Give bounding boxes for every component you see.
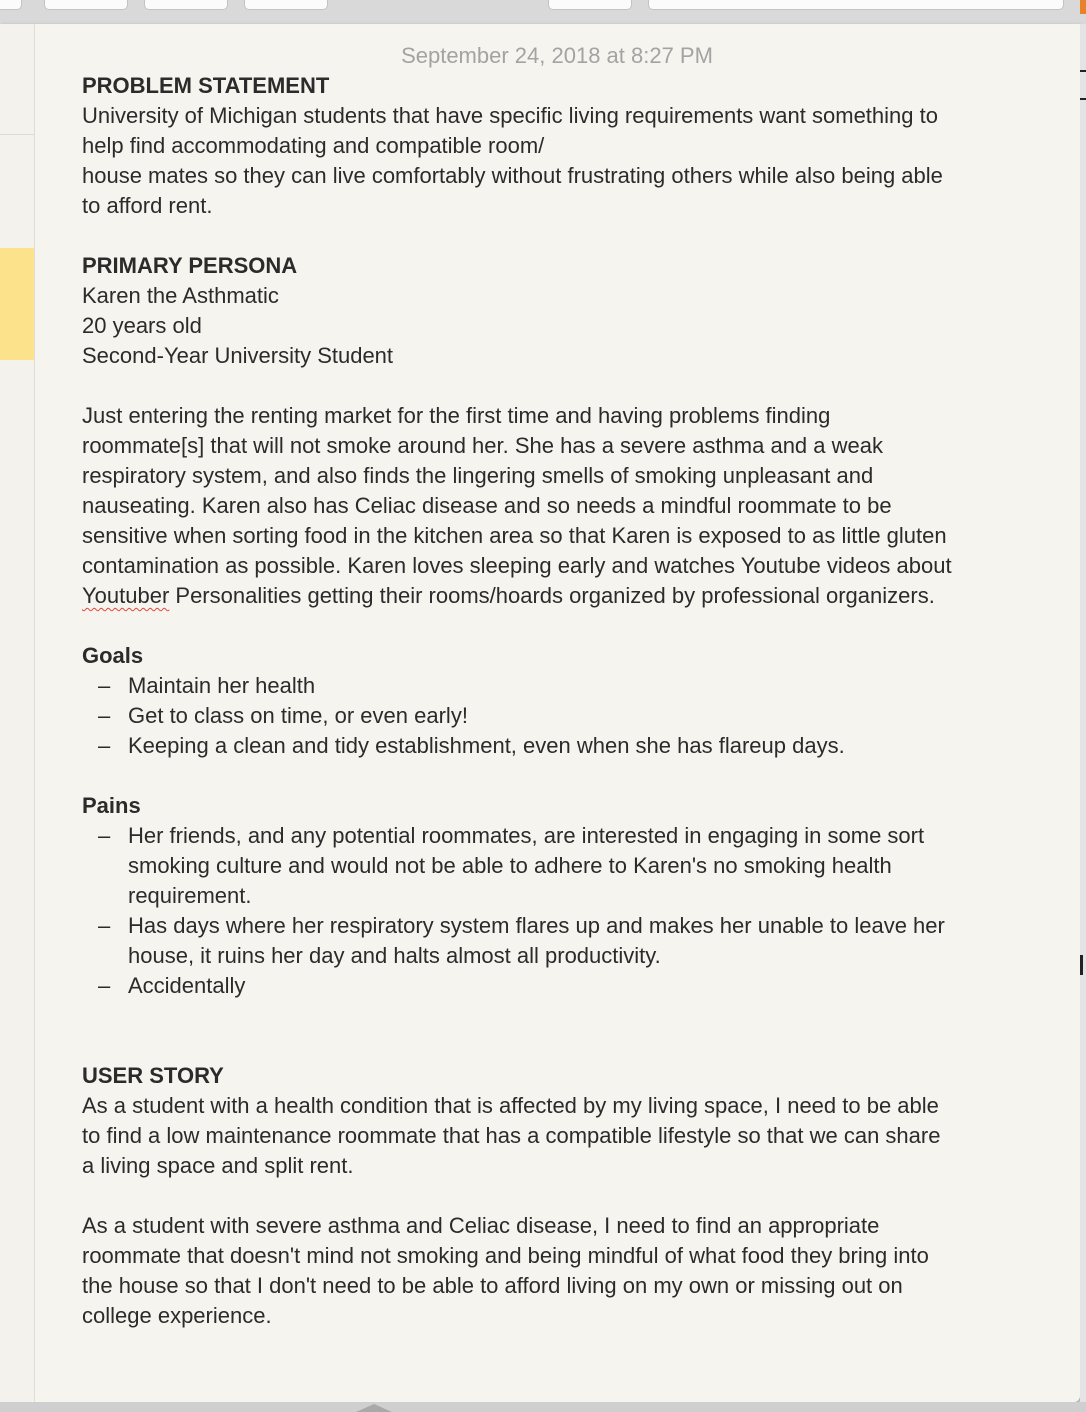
goal-item: – Maintain her health — [128, 671, 1042, 701]
user-story-line: a living space and split rent. — [82, 1153, 354, 1178]
background-window-edge — [1080, 24, 1086, 1412]
edge-mark — [1080, 98, 1086, 100]
problem-line: help find accommodating and compatible room/ — [82, 133, 545, 158]
problem-statement-heading: PROBLEM STATEMENT — [82, 73, 330, 98]
toolbar-button-3[interactable] — [244, 0, 328, 10]
toolbar-button-2[interactable] — [144, 0, 228, 10]
edge-mark — [1080, 70, 1086, 72]
user-story-line: roommate that doesn't mind not smoking and being mindful of what food they bring into — [82, 1243, 929, 1268]
user-story-line: As a student with a health condition that is affected by my living space, I need to be able — [82, 1093, 939, 1118]
pain-line: smoking culture and would not be able to adhere to Karen's no smoking health — [128, 853, 892, 878]
persona-role: Second-Year University Student — [82, 343, 394, 368]
user-story-line: college experience. — [82, 1303, 272, 1328]
bio-line: sensitive when sorting food in the kitchen area so that Karen is exposed to as little gluten — [82, 523, 947, 548]
pain-item — [128, 911, 1042, 971]
user-story-line: As a student with severe asthma and Celiac disease, I need to find an appropriate — [82, 1213, 880, 1238]
persona-age: 20 years old — [82, 313, 202, 338]
notes-list-sidebar[interactable] — [0, 24, 35, 1402]
pains-heading: Pains — [82, 793, 141, 818]
user-story-line: to find a low maintenance roommate that has a compatible lifestyle so that we can share — [82, 1123, 941, 1148]
pain-line: house, it ruins her day and halts almost all productivity. — [128, 943, 661, 968]
edge-mark — [1080, 955, 1083, 975]
window-toolbar — [0, 0, 1086, 25]
bio-line: respiratory system, and also finds the lingering smells of smoking unpleasant and — [82, 463, 874, 488]
note-date: September 24, 2018 at 8:27 PM — [401, 43, 713, 68]
pain-line: requirement. — [128, 883, 252, 908]
primary-persona-heading: PRIMARY PERSONA — [82, 253, 298, 278]
goal-item: – Get to class on time, or even early! — [128, 701, 1042, 731]
toolbar-button-4[interactable] — [548, 0, 632, 10]
notes-window — [0, 24, 1080, 1402]
bio-line-rest: Personalities getting their rooms/hoards organized by professional organizers. — [169, 583, 935, 608]
bio-line: contamination as possible. Karen loves sleeping early and watches Youtube videos about — [82, 553, 952, 578]
pain-item: – Accidentally — [128, 971, 1042, 1001]
notification-flag — [1080, 0, 1086, 14]
user-story-heading: USER STORY — [82, 1063, 224, 1088]
problem-line: house mates so they can live comfortably without frustrating others while also being able — [82, 163, 943, 188]
bio-line: roommate[s] that will not smoke around her. She has a severe asthma and a weak — [82, 433, 883, 458]
user-story-line: the house so that I don't need to be able to afford living on my own or missing out on — [82, 1273, 903, 1298]
goals-heading: Goals — [82, 643, 144, 668]
desktop-bottom-strip — [0, 1402, 1086, 1412]
toolbar-button-edge[interactable] — [0, 0, 22, 10]
note-editor[interactable] — [82, 41, 1042, 1331]
problem-line: to afford rent. — [82, 193, 213, 218]
selected-note-highlight[interactable] — [0, 248, 34, 360]
goal-item: – Keeping a clean and tidy establishment, even when she has flareup days. — [128, 731, 1042, 761]
problem-line: University of Michigan students that have specific living requirements want something to — [82, 103, 938, 128]
misspelled-word[interactable]: Youtuber — [82, 583, 170, 608]
pain-item — [128, 821, 1042, 911]
toolbar-button-1[interactable] — [44, 0, 128, 10]
bio-line: nauseating. Karen also has Celiac disease and so needs a mindful roommate to be — [82, 493, 892, 518]
resize-notch — [356, 1404, 392, 1412]
sidebar-divider — [0, 134, 34, 135]
persona-name: Karen the Asthmatic — [82, 283, 279, 308]
bio-line: Just entering the renting market for the first time and having problems finding — [82, 403, 831, 428]
pain-line: – Her friends, and any potential roommates, are interested in engaging in some sort — [128, 823, 925, 848]
pain-line: – Has days where her respiratory system flares up and makes her unable to leave her — [128, 913, 945, 938]
bio-line-last — [82, 581, 1042, 611]
pains-list — [82, 821, 1042, 1001]
search-field[interactable] — [648, 0, 1064, 10]
goals-list — [82, 671, 1042, 761]
